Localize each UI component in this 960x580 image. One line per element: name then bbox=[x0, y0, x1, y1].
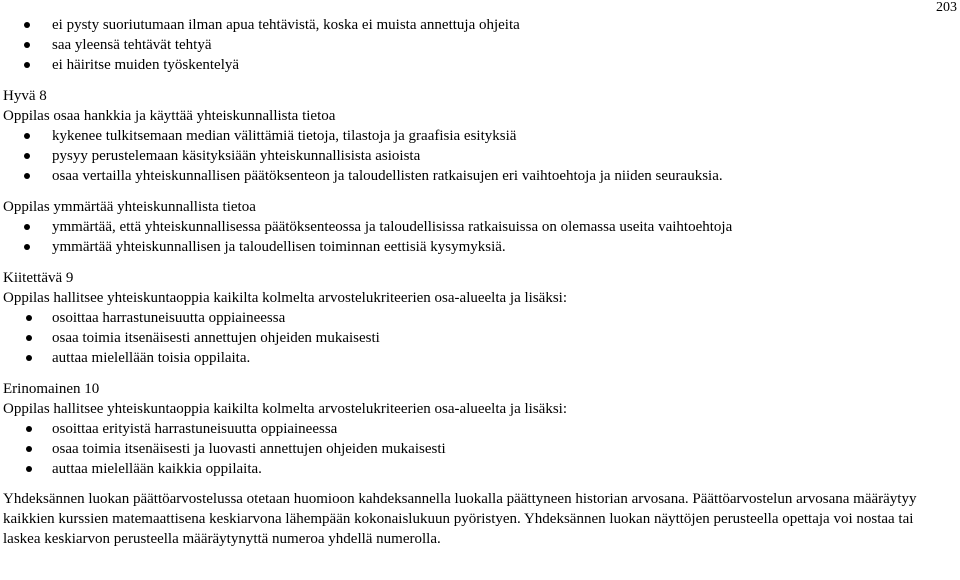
bullet-icon bbox=[24, 133, 30, 139]
list-item bbox=[3, 146, 953, 166]
list-item-text: kykenee tulkitsemaan median välittämiä tietoja, tilastoja ja graafisia esityksiä bbox=[52, 128, 517, 144]
list-item-text: osaa vertailla yhteiskunnallisen päätöksenteon ja taloudellisten ratkaisujen eri vaihtoehtoja ja niiden seurauksia. bbox=[52, 168, 723, 184]
section-intro: Oppilas ymmärtää yhteiskunnallista tietoa bbox=[3, 199, 256, 215]
bullet-icon bbox=[24, 42, 30, 48]
list-item bbox=[3, 439, 953, 459]
bullet-icon bbox=[26, 426, 32, 432]
list-item-text: ymmärtää, että yhteiskunnallisessa päätöksenteossa ja taloudellisissa ratkaisuissa on olemassa useita vaihtoehtoja bbox=[52, 219, 733, 235]
list-item-text: ymmärtää yhteiskunnallisen ja taloudellisen toiminnan eettisiä kysymyksiä. bbox=[52, 239, 506, 255]
document-body bbox=[3, 15, 953, 549]
list-item-text: saa yleensä tehtävät tehtyä bbox=[52, 37, 212, 53]
section-intro: Oppilas hallitsee yhteiskuntaoppia kaikilta kolmelta arvostelukriteerien osa-alueelta ja lisäksi: bbox=[3, 290, 567, 306]
bullet-icon bbox=[24, 62, 30, 68]
list-item-text: auttaa mielellään toisia oppilaita. bbox=[52, 350, 251, 366]
list-item bbox=[3, 126, 953, 146]
grade-heading-hyva: Hyvä 8 bbox=[3, 88, 47, 104]
list-item-text: ei häiritse muiden työskentelyä bbox=[52, 57, 240, 73]
section-intro: Oppilas osaa hankkia ja käyttää yhteiskunnallista tietoa bbox=[3, 108, 336, 124]
bullet-icon bbox=[26, 355, 32, 361]
bullet-icon bbox=[24, 153, 30, 159]
list-item-text: auttaa mielellään kaikkia oppilaita. bbox=[52, 461, 262, 477]
list-item bbox=[3, 419, 953, 439]
bullet-icon bbox=[26, 446, 32, 452]
list-item-text: ei pysty suoriutumaan ilman apua tehtävistä, koska ei muista annettuja ohjeita bbox=[52, 17, 520, 33]
list-item bbox=[3, 35, 953, 55]
bullet-icon bbox=[24, 173, 30, 179]
list-item bbox=[3, 348, 953, 368]
list-item bbox=[3, 459, 953, 479]
list-item bbox=[3, 217, 953, 237]
bullet-icon bbox=[24, 22, 30, 28]
list-item bbox=[3, 237, 953, 257]
bullet-icon bbox=[26, 335, 32, 341]
bullet-icon bbox=[24, 244, 30, 250]
list-item bbox=[3, 15, 953, 35]
closing-paragraph: Yhdeksännen luokan päättöarvostelussa otetaan huomioon kahdeksannella luokalla päättyneen historian arvosana. Päättöarvostelun arvosana määräytyy kaikkien kurssien matemaattisena keskiarvona lähempään kokonaislukuun pyöristyen. Yhdeksännen luokan näyttöjen perusteella opettaja voi nostaa tai laskea keskiarvon perusteella määräytynyttä numeroa yhdellä numerolla. bbox=[3, 491, 917, 547]
section-intro: Oppilas hallitsee yhteiskuntaoppia kaikilta kolmelta arvostelukriteerien osa-alueelta ja lisäksi: bbox=[3, 401, 567, 417]
grade-heading-kiitettava: Kiitettävä 9 bbox=[3, 270, 74, 286]
bullet-icon bbox=[24, 224, 30, 230]
grade-heading-erinomainen: Erinomainen 10 bbox=[3, 381, 100, 397]
list-item bbox=[3, 55, 953, 75]
bullet-icon bbox=[26, 315, 32, 321]
list-item-text: osaa toimia itsenäisesti ja luovasti annettujen ohjeiden mukaisesti bbox=[52, 441, 446, 457]
list-item-text: pysyy perustelemaan käsityksiään yhteiskunnallisista asioista bbox=[52, 148, 421, 164]
list-item bbox=[3, 166, 953, 186]
list-item-text: osoittaa erityistä harrastuneisuutta oppiaineessa bbox=[52, 421, 338, 437]
list-item bbox=[3, 308, 953, 328]
list-item-text: osoittaa harrastuneisuutta oppiaineessa bbox=[52, 310, 286, 326]
list-item bbox=[3, 328, 953, 348]
list-item-text: osaa toimia itsenäisesti annettujen ohjeiden mukaisesti bbox=[52, 330, 380, 346]
page-number: 203 bbox=[936, 0, 957, 15]
bullet-icon bbox=[26, 466, 32, 472]
